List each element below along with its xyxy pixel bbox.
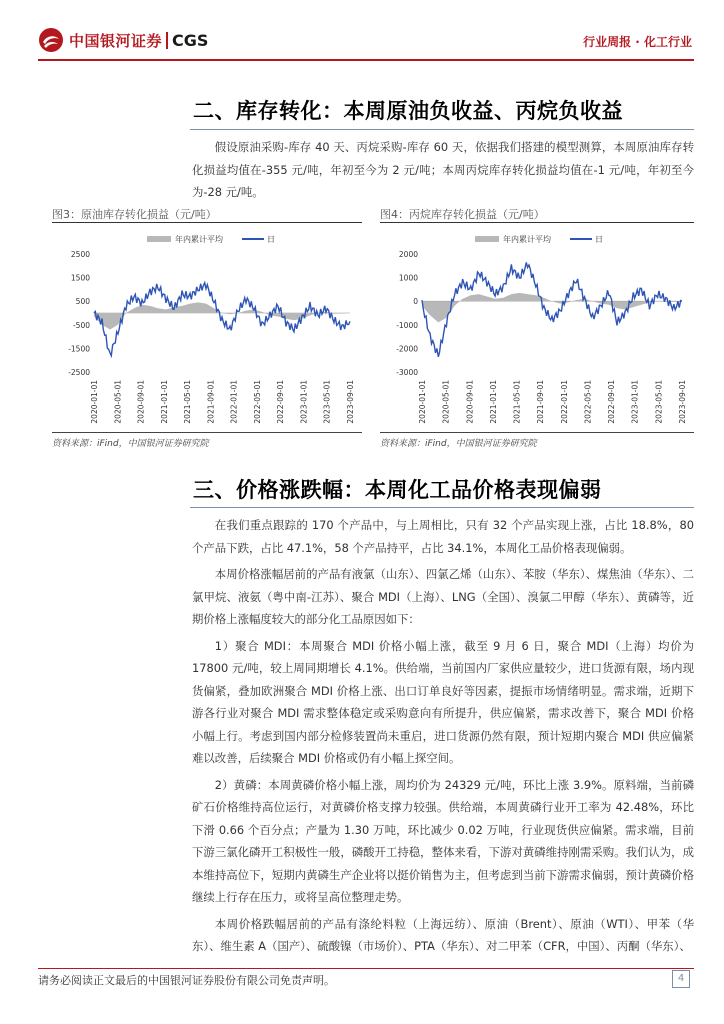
section-3-losers: 本周价格跌幅居前的产品有涤纶料粒（上海远纺）、原油（Brent）、原油（WTI）、甲苯（华东）、维生素 A（国产）、硫酸镍（市场价）、PTA（华东）、对二甲苯（CFR，中国）、丙酮（华东）、 bbox=[192, 916, 694, 953]
y-tick-label: -1000 bbox=[396, 320, 418, 330]
x-tick-label: 2023-09-01 bbox=[346, 380, 355, 424]
x-tick-label: 2022-05-01 bbox=[252, 380, 262, 424]
legend-label-daily: 日 bbox=[267, 235, 275, 244]
series-line-daily bbox=[94, 283, 350, 356]
y-tick-label: 0 bbox=[413, 297, 418, 307]
legend-label-average: 年内累计平均 bbox=[175, 235, 223, 244]
x-tick-label: 2021-09-01 bbox=[536, 380, 546, 424]
figure-4-source-rule bbox=[380, 432, 694, 433]
x-tick-label: 2020-05-01 bbox=[441, 380, 451, 424]
section-3-phosphorus: 2）黄磷：本周黄磷价格小幅上涨，周均价为 24329 元/吨，环比上涨 3.9%。原料端，当前磷矿石价格维持高位运行，对黄磷价格支撑力较强。供给端，本周黄磷行业开工率为 42.48%，环比下滑 0.66 个百分点；产量为 1.30 万吨，环比减少 0.02 万吨，行业现货供应偏紧。需求端，目前下游三氯化磷开工积极性一般，磷酸开工持稳，整体来看，下游对黄磷维持刚需采购。我们认为，成本维持高位下，短期内黄磷生产企业将以挺价销售为主，但考虑到当前下游需求偏弱，预计黄磷价格继续上行存在压力，或将呈高位整理走势。 bbox=[192, 777, 694, 904]
x-tick-label: 2022-09-01 bbox=[276, 380, 286, 424]
section-3-summary: 在我们重点跟踪的 170 个产品中，与上周相比，只有 32 个产品实现上涨，占比 18.8%，80 个产品下跌，占比 47.1%，58 个产品持平，占比 34.1%，本周化工品价格表现偏弱。 bbox=[192, 518, 694, 555]
section-2-paragraph bbox=[192, 136, 694, 204]
section-3-gainers: 本周价格涨幅居前的产品有液氯（山东）、四氯乙烯（山东）、苯胺（华东）、煤焦油（华东）、二氯甲烷、液氨（粤中南-江苏）、聚合 MDI（上海）、LNG（全国）、溴氯二甲醇（华东）、黄磷等，近期价格上涨幅度较大的部分化工品原因如下： bbox=[192, 567, 694, 626]
y-tick-label: -3000 bbox=[396, 368, 418, 377]
header-divider bbox=[38, 59, 694, 61]
x-tick-label: 2020-05-01 bbox=[113, 380, 123, 424]
figure-4-title: 图4：丙烷库存转化损益（元/吨） bbox=[380, 208, 545, 221]
x-tick-label: 2020-09-01 bbox=[465, 380, 475, 424]
x-tick-label: 2023-05-01 bbox=[654, 380, 664, 424]
legend-swatch-average bbox=[475, 236, 499, 242]
logo-chinese-name: 中国银河证券 bbox=[69, 31, 163, 50]
chart-propane-inventory bbox=[380, 224, 694, 428]
footer-divider bbox=[38, 968, 694, 969]
chart-crude-oil-inventory bbox=[52, 224, 362, 428]
page-number: 4 bbox=[672, 970, 690, 988]
x-tick-label: 2022-05-01 bbox=[583, 380, 593, 424]
section-2-text: 假设原油采购-库存 40 天、丙烷采购-库存 60 天，依据我们搭建的模型测算，本周原油库存转化损益均值在-355 元/吨，年初至今为 2 元/吨；本周丙烷库存转化损益均值在-1 元/吨，年初至今为-28 元/吨。 bbox=[192, 140, 694, 199]
section-2-divider bbox=[190, 129, 694, 130]
x-tick-label: 2023-09-01 bbox=[678, 380, 687, 424]
x-tick-label: 2020-01-01 bbox=[418, 380, 427, 424]
section-3-body bbox=[192, 514, 694, 958]
figure-3-source-rule bbox=[52, 432, 362, 433]
series-line-daily bbox=[422, 262, 682, 356]
figure-3-source: 资料来源：iFind，中国银河证券研究院 bbox=[52, 439, 209, 449]
x-tick-label: 2021-01-01 bbox=[159, 380, 169, 424]
footer-disclaimer: 请务必阅读正文最后的中国银河证券股份有限公司免责声明。 bbox=[38, 974, 335, 987]
x-tick-label: 2021-05-01 bbox=[183, 380, 193, 424]
x-tick-label: 2022-09-01 bbox=[607, 380, 617, 424]
y-tick-label: 2500 bbox=[70, 250, 90, 259]
x-tick-label: 2022-01-01 bbox=[229, 380, 239, 424]
section-3-mdi: 1）聚合 MDI：本周聚合 MDI 价格小幅上涨，截至 9 月 6 日，聚合 MDI（上海）均价为 17800 元/吨，较上周同期增长 4.1%。供给端，当前国内厂家供应量较少，进口货源有限，场内现货偏紧，叠加欧洲聚合 MDI 价格上涨、出口订单良好等因素，提振市场情绪明显。需求端，近期下游各行业对聚合 MDI 需求整体稳定或采购意向有所提升，供应偏紧，需求改善下，聚合 MDI 价格小幅上行。考虑到国内部分检修装置尚未重启，进口货源仍然有限，预计短期内聚合 MDI 供应偏紧难以改善，后续聚合 MDI 价格或仍有小幅上探空间。 bbox=[192, 638, 694, 765]
x-tick-label: 2021-01-01 bbox=[488, 380, 498, 424]
page-header bbox=[0, 0, 724, 64]
y-tick-label: -1500 bbox=[68, 344, 90, 354]
y-tick-label: 500 bbox=[75, 297, 90, 307]
chart-legend bbox=[147, 234, 275, 244]
x-tick-label: 2023-01-01 bbox=[299, 380, 309, 424]
logo-separator bbox=[166, 32, 168, 49]
logo-english-name: CGS bbox=[172, 30, 209, 50]
x-tick-label: 2023-05-01 bbox=[322, 380, 332, 424]
chart-legend bbox=[475, 234, 603, 244]
figure-4-source: 资料来源：iFind，中国银河证券研究院 bbox=[380, 439, 537, 449]
section-3-divider bbox=[190, 507, 694, 508]
section-2-title: 二、库存转化：本周原油负收益、丙烷负收益 bbox=[193, 99, 623, 123]
figure-4-title-rule bbox=[380, 222, 694, 223]
y-tick-label: -2500 bbox=[68, 368, 90, 377]
legend-label-average: 年内累计平均 bbox=[503, 235, 551, 244]
company-logo bbox=[38, 26, 208, 54]
y-tick-label: 2000 bbox=[398, 250, 418, 259]
x-tick-label: 2020-09-01 bbox=[136, 380, 146, 424]
y-tick-label: -500 bbox=[72, 320, 90, 330]
y-tick-label: -2000 bbox=[396, 344, 418, 354]
report-category: 行业周报 · 化工行业 bbox=[583, 35, 692, 49]
x-tick-label: 2022-01-01 bbox=[559, 380, 569, 424]
y-tick-label: 1500 bbox=[70, 273, 90, 283]
x-tick-label: 2021-05-01 bbox=[512, 380, 522, 424]
x-tick-label: 2023-01-01 bbox=[630, 380, 640, 424]
legend-swatch-average bbox=[147, 236, 171, 242]
x-tick-label: 2021-09-01 bbox=[206, 380, 216, 424]
y-tick-label: 1000 bbox=[398, 273, 418, 283]
section-3-title: 三、价格涨跌幅：本周化工品价格表现偏弱 bbox=[193, 478, 602, 502]
figure-3-title-rule bbox=[52, 222, 362, 223]
figure-3-title: 图3：原油库存转化损益（元/吨） bbox=[52, 208, 217, 221]
cgs-logo-icon bbox=[38, 27, 64, 53]
legend-label-daily: 日 bbox=[595, 235, 603, 244]
x-tick-label: 2020-01-01 bbox=[90, 380, 99, 424]
